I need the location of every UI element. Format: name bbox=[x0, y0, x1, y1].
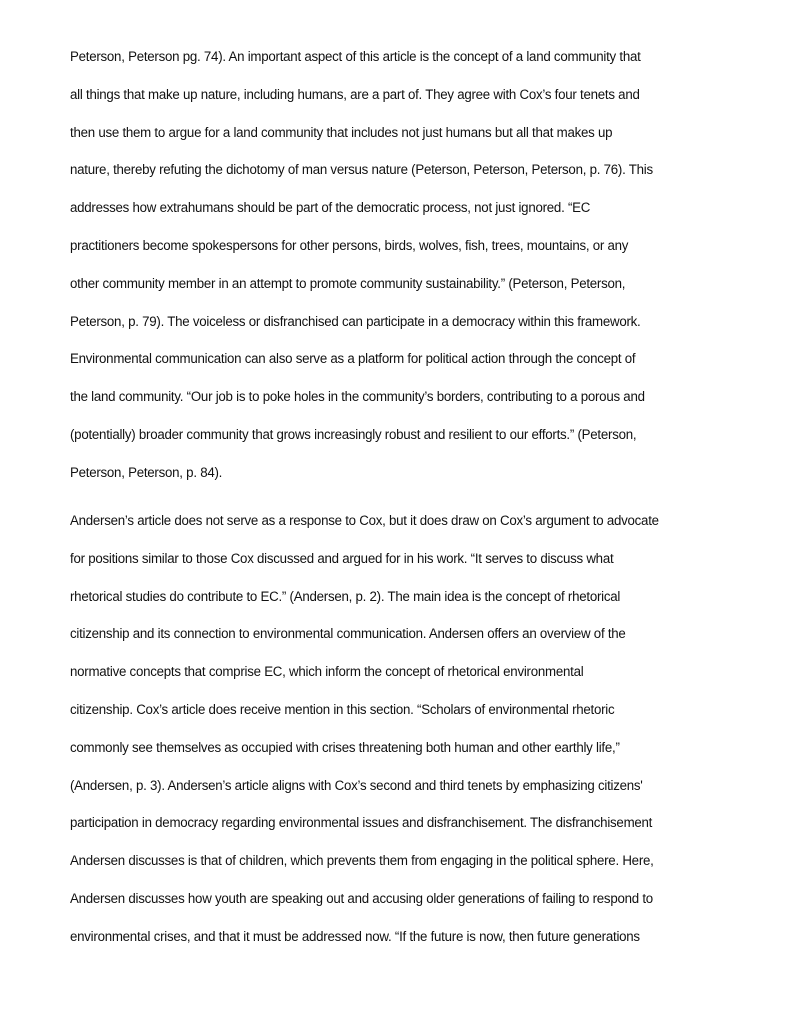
text-line: participation in democracy regarding environmental issues and disfranchisement. The disfranchisement bbox=[70, 815, 653, 831]
text-line: environmental crises, and that it must be addressed now. “If the future is now, then future generations bbox=[70, 928, 640, 944]
text-line: for positions similar to those Cox discussed and argued for in his work. “It serves to discuss what bbox=[70, 550, 614, 566]
text-line: Peterson, Peterson, p. 84). bbox=[70, 464, 223, 480]
text-line: (Andersen, p. 3). Andersen’s article aligns with Cox’s second and third tenets by emphasizing citizens' bbox=[70, 777, 643, 793]
text-line: Andersen’s article does not serve as a response to Cox, but it does draw on Cox’s argument to advocate bbox=[70, 513, 659, 528]
text-line: other community member in an attempt to promote community sustainability.” (Peterson, Peterson, bbox=[70, 275, 626, 291]
text-line: citizenship and its connection to environmental communication. Andersen offers an overview of the bbox=[70, 626, 626, 642]
text-line: all things that make up nature, including humans, are a part of. They agree with Cox’s four tenets and bbox=[70, 86, 640, 102]
text-line: commonly see themselves as occupied with crises threatening both human and other earthly life,” bbox=[70, 739, 620, 755]
text-line: normative concepts that comprise EC, which inform the concept of rhetorical environmental bbox=[70, 664, 584, 680]
text-line: Andersen discusses is that of children, which prevents them from engaging in the political sphere. Here, bbox=[70, 853, 654, 869]
text-line: practitioners become spokespersons for other persons, birds, wolves, fish, trees, mountains, or any bbox=[70, 237, 629, 253]
text-line: the land community. “Our job is to poke holes in the community’s borders, contributing to a porous and bbox=[70, 389, 645, 405]
text-line: Environmental communication can also serve as a platform for political action through the concept of bbox=[70, 351, 636, 367]
text-line: citizenship. Cox’s article does receive mention in this section. “Scholars of environmental rhetoric bbox=[70, 701, 615, 717]
text-line: Andersen discusses how youth are speaking out and accusing older generations of failing to respond to bbox=[70, 890, 653, 906]
paragraph-andersen bbox=[70, 502, 730, 956]
text-line: rhetorical studies do contribute to EC.” (Andersen, p. 2). The main idea is the concept of rhetorical bbox=[70, 588, 621, 604]
text-line: Peterson, Peterson pg. 74). An important aspect of this article is the concept of a land community that bbox=[70, 49, 641, 64]
paragraph-peterson bbox=[70, 38, 730, 492]
text-line: nature, thereby refuting the dichotomy of man versus nature (Peterson, Peterson, Peterson, p. 76). This bbox=[70, 162, 653, 178]
text-line: then use them to argue for a land community that includes not just humans but all that makes up bbox=[70, 124, 613, 140]
text-line: (potentially) broader community that grows increasingly robust and resilient to our efforts.” (Peterson, bbox=[70, 426, 637, 442]
text-line: addresses how extrahumans should be part of the democratic process, not just ignored. “EC bbox=[70, 200, 591, 216]
text-line: Peterson, p. 79). The voiceless or disfranchised can participate in a democracy within this framework. bbox=[70, 313, 641, 329]
